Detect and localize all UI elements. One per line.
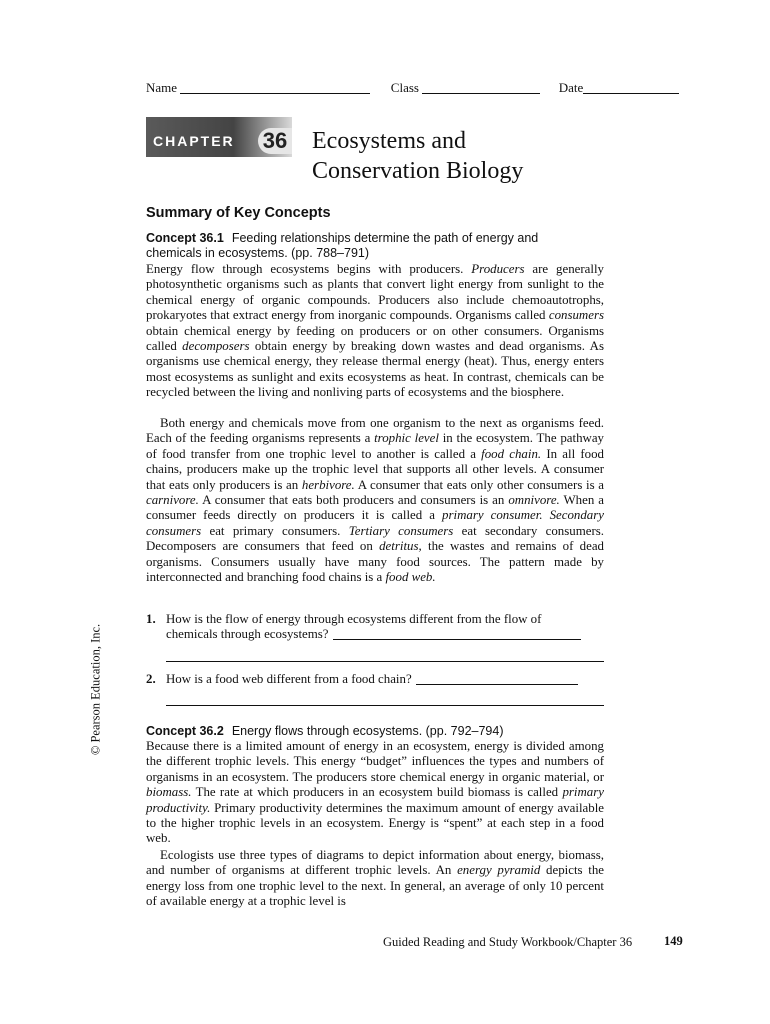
key-term: consumers [548, 308, 604, 323]
name-field[interactable] [180, 81, 370, 94]
copyright-sidebar: © Pearson Education, Inc. [88, 623, 103, 756]
chapter-title-line2: Conservation Biology [312, 158, 524, 184]
chapter-title-line1: Ecosystems and [312, 128, 466, 154]
question-text: How is a food web different from a food chain? [166, 672, 412, 686]
chapter-label: CHAPTER [153, 133, 235, 149]
text-run: A consumer that eats only other consumers is a [354, 477, 604, 492]
class-label: Class [390, 80, 419, 95]
key-term: primary consumer. Secondary consumers [146, 508, 604, 538]
concept-description: Feeding relationships determine the path of energy and [231, 231, 539, 245]
chapter-title [312, 126, 672, 186]
answer-line[interactable] [166, 660, 604, 662]
question-1 [146, 612, 606, 643]
text-run: are generally photosynthetic organisms such as plants that convert light energy from sunlight to the chemical energy of organic compounds. Producers also include chemoautotrophs, prokaryotes that extract energy from inorganic compounds. Organisms called [146, 262, 604, 323]
text-run: depicts the energy loss from one trophic level to the next. In general, an average of only 10 percent of available energy at a trophic level is [146, 863, 605, 909]
key-term: carnivore. [146, 493, 199, 508]
key-term: herbivore. [301, 477, 355, 492]
concept2-paragraph-1 [146, 739, 604, 847]
text-run: A consumer that eats both producers and consumers is an [198, 493, 509, 508]
concept1-paragraph-2 [146, 416, 604, 585]
question-text: How is the flow of energy through ecosystems different from the flow of [166, 612, 542, 626]
text-run: the wastes and remains of dead organisms. Consumers usually have many food sources. The pattern made by interconnected and branching food chains is a [146, 539, 604, 585]
answer-field[interactable] [333, 627, 581, 640]
page-number: 149 [664, 934, 683, 948]
date-label: Date [558, 80, 584, 95]
answer-field[interactable] [416, 672, 578, 685]
key-term: food web. [385, 570, 436, 585]
key-term: primary productivity. [146, 785, 604, 815]
class-field[interactable] [422, 81, 540, 94]
concept1-paragraph-1 [146, 262, 604, 401]
question-number: 1. [146, 612, 156, 626]
text-run: Both energy and chemicals move from one organism to the next as organisms feed. Each of the feeding organisms represents a [146, 416, 604, 446]
text-run: Primary productivity determines the maximum amount of energy available to the higher trophic levels in an ecosystem. Energy is “spent” at each step in a food web. [146, 800, 604, 846]
text-run: eat primary consumers. [201, 523, 349, 538]
question-text-cont: chemicals through ecosystems? [166, 627, 329, 642]
concept-heading-2 [146, 724, 606, 739]
key-term: trophic level [374, 431, 439, 446]
text-run: The rate at which producers in an ecosystem build biomass is called [191, 785, 563, 800]
key-term: food chain. [481, 446, 542, 461]
concept-heading-1 [146, 231, 606, 261]
key-term: detritus, [379, 539, 422, 554]
chapter-number: 36 [258, 128, 292, 154]
key-term: energy pyramid [457, 863, 541, 878]
concept-description-cont: chemicals in ecosystems. (pp. 788–791) [146, 246, 370, 260]
header-fields [146, 80, 691, 96]
concept-number: Concept 36.2 [146, 724, 224, 738]
concept2-paragraph-2 [146, 848, 604, 910]
key-term: decomposers [182, 339, 250, 354]
question-2 [146, 672, 606, 687]
concept-number: Concept 36.1 [146, 231, 224, 245]
text-run: When a consumer feeds directly on producers it is called a [146, 493, 605, 523]
text-run: Ecologists use three types of diagrams to depict information about energy, biomass, and number of organisms at different trophic levels. An [146, 848, 604, 878]
text-run: Energy flow through ecosystems begins with producers. [146, 262, 472, 276]
key-term: omnivore. [508, 493, 560, 508]
footer-text: Guided Reading and Study Workbook/Chapter 36 [383, 935, 633, 949]
section-heading: Summary of Key Concepts [146, 205, 331, 221]
date-field[interactable] [583, 81, 679, 94]
text-run: obtain energy by breaking down wastes and dead organisms. As organisms use chemical energy, they release thermal energy (heat). Thus, energy enters most ecosystems as sunlight and exits ecosystems as heat. In contrast, chemicals can be recycled between the living and nonliving parts of ecosystems and the biosphere. [146, 339, 605, 400]
key-term: Tertiary consumers [348, 523, 454, 538]
question-number: 2. [146, 672, 156, 686]
text-run: eat secondary consumers. Decomposers are consumers that feed on [146, 523, 604, 554]
key-term: Producers [471, 262, 525, 276]
answer-line[interactable] [166, 704, 604, 706]
key-term: biomass. [146, 785, 192, 800]
text-run: In all food chains, producers make up the trophic level that supports all other levels. A consumer that eats only producers is an [146, 446, 604, 492]
concept-description: Energy flows through ecosystems. (pp. 792–794) [231, 724, 504, 738]
name-label: Name [146, 80, 178, 95]
text-run: Because there is a limited amount of energy in an ecosystem, energy is divided among the different trophic levels. This energy “budget” influences the types and numbers of organisms in an ecosystem. The producers store chemical energy in organic material, or [146, 739, 604, 784]
text-run: obtain chemical energy by feeding on producers or on other consumers. Organisms called [146, 323, 604, 354]
text-run: in the ecosystem. The pathway of food transfer from one trophic level to another is called a [146, 431, 605, 461]
